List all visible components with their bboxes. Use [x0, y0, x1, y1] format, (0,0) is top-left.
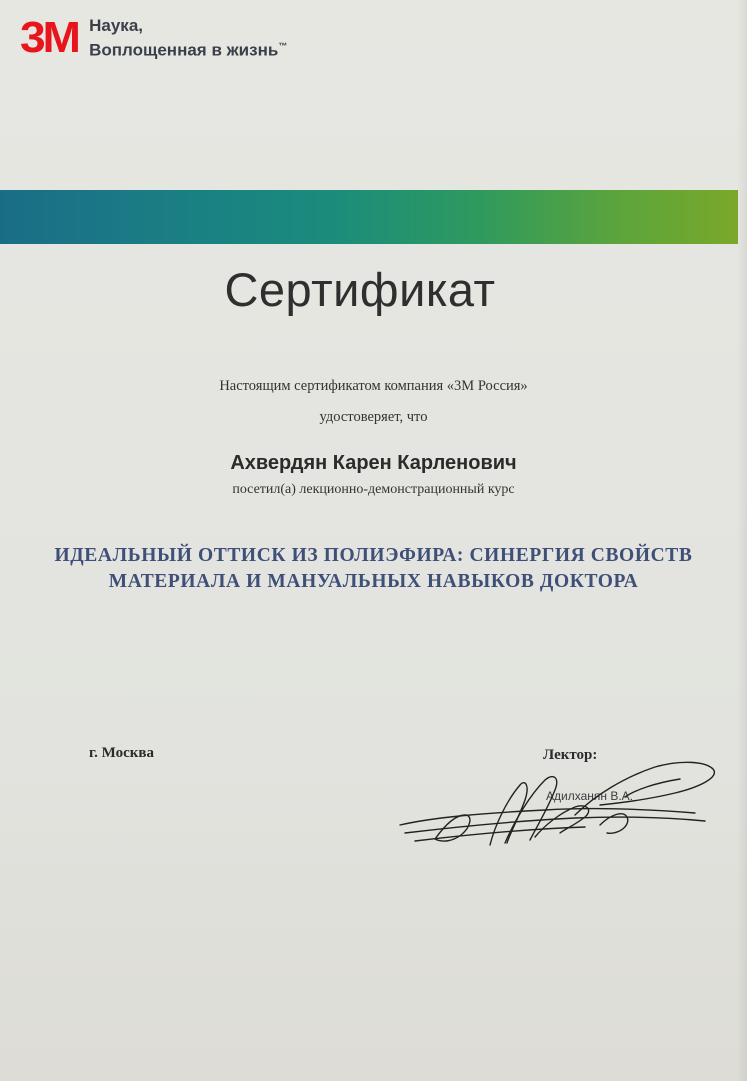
lecturer-label: Лектор:: [543, 747, 598, 763]
attended-text: посетил(а) лекционно-демонстрационный курс: [232, 482, 515, 497]
3m-logo: 3M: [20, 13, 78, 63]
brand-header: [20, 13, 288, 63]
intro-line-2: удостоверяет, что: [319, 409, 428, 425]
intro-line-1: Настоящим сертификатом компания «3М Россия»: [219, 378, 528, 394]
tagline-line-1: Наука,: [89, 16, 143, 35]
tagline-line-2-text: Воплощенная в жизнь: [89, 40, 279, 60]
tagline-line-2: [89, 36, 287, 61]
gradient-band: [0, 190, 738, 244]
recipient-name: Ахвердян Карен Карленович: [230, 452, 517, 474]
certificate-title: Сертификат: [224, 263, 496, 316]
trademark-symbol: ™: [278, 41, 288, 51]
lecturer-name: Адилханян В.А.: [546, 789, 634, 803]
course-title-line-1: ИДЕАЛЬНЫЙ ОТТИСК ИЗ ПОЛИЭФИРА: СИНЕРГИЯ СВОЙСТВ: [54, 545, 693, 566]
lecturer-signature: [395, 755, 725, 855]
city-label: г. Москва: [89, 745, 154, 761]
brand-tagline: [89, 16, 287, 61]
course-title-line-2: МАТЕРИАЛА И МАНУАЛЬНЫХ НАВЫКОВ ДОКТОРА: [108, 571, 639, 592]
